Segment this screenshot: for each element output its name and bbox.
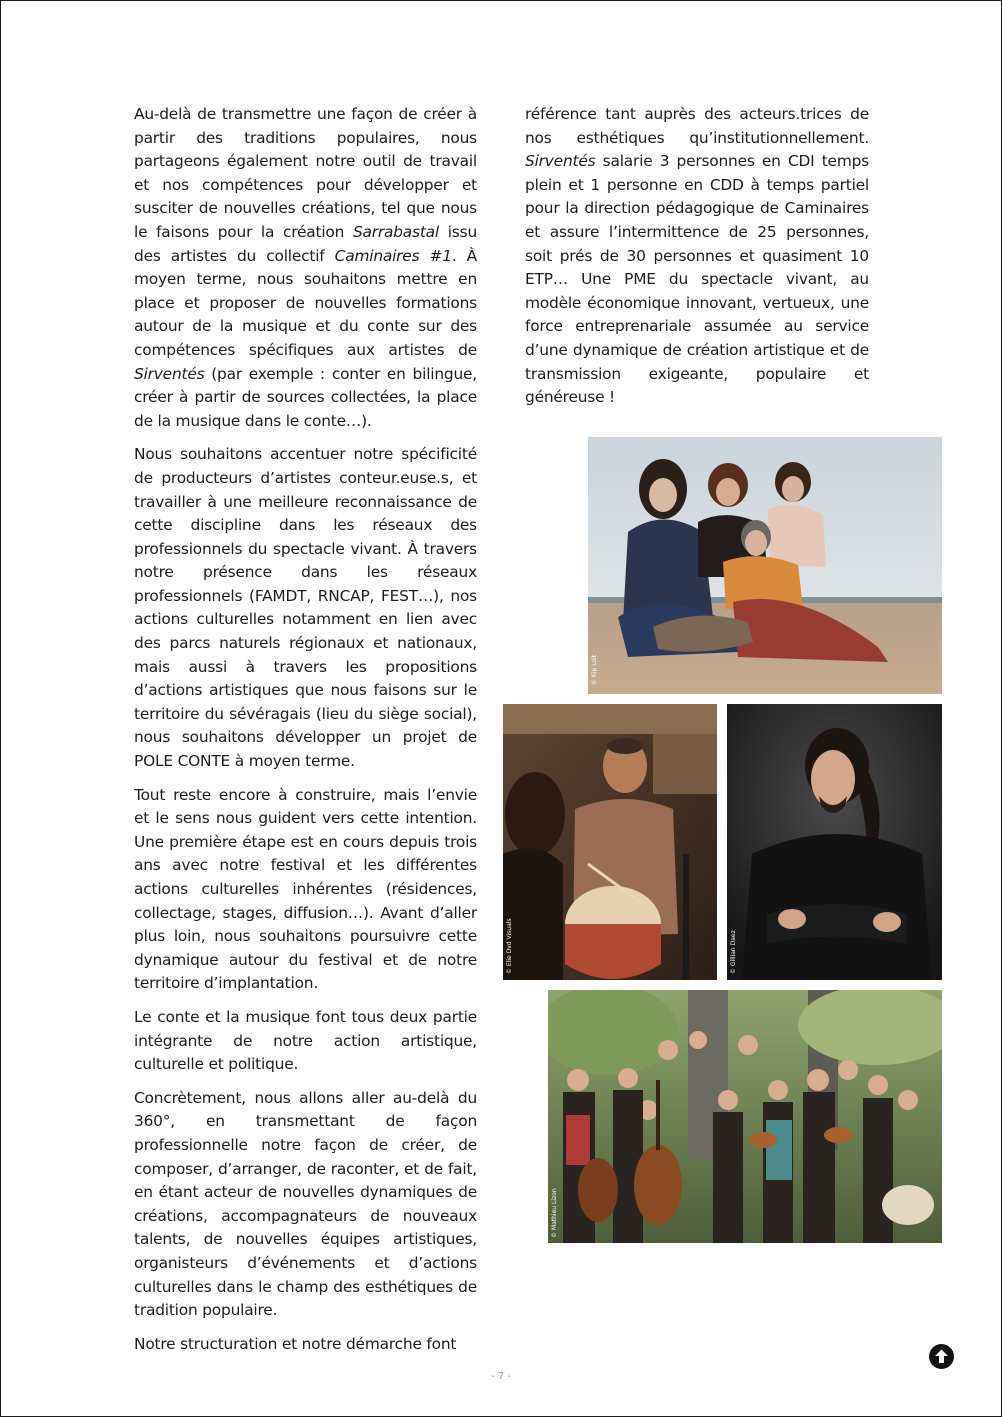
photo-orchestra-forest <box>548 990 942 1243</box>
left-paragraph-3: Tout reste encore à construire, mais l’envie et le sens nous guident vers cette intention. Une première étape est en cours depuis trois ans avec notre festival et les différentes actions culturelles inhérentes (résidences, collectage, stages, diffusion…). Avant d’aller plus loin, nous souhaitons poursuivre cette dynamique autour du festival et de notre territoire d’implantation. <box>134 785 477 993</box>
arrow-up-circle-icon <box>929 1344 954 1369</box>
photo4-credit: © Mathieu Lizon <box>551 1188 558 1238</box>
emphasis-sirventes-right: Sirventés <box>525 152 596 171</box>
emphasis-sirventes: Sirventés <box>134 364 205 383</box>
left-paragraph-1: Au-delà de transmettre une façon de créer à partir des traditions populaires, nous partageons également notre outil de travail et nos compétences pour développer et susciter de nouvelles créations, tel que nous le faisons pour la création Sarrabastal issu des artistes du collectif Caminaires #1. À moyen terme, nous souhaitons mettre en place et proposer de nouvelles formations autour de la musique et du conte sur des compétences spécifiques aux artistes de Sirventés (par exemple : conter en bilingue, créer à partir de sources collectées, la place de la musique dans le conte…). <box>134 105 477 430</box>
left-paragraph-6: Notre structuration et notre démarche font <box>134 1334 457 1353</box>
page-number: - 7 - <box>491 1371 511 1382</box>
left-paragraph-2: Nous souhaitons accentuer notre spécificité de producteurs d’artistes conteur.euse.s, et travailler à une meilleure reconnaissance de cette discipline dans les réseaux des professionnels du spectacle vivant. À travers notre présence dans les réseaux professionnels (FAMDT, RNCAP, FEST…), nos actions culturelles notamment en lien avec des parcs naturels régionaux et nationaux, mais aussi à travers les propositions d’actions artistiques que nous faisons sur le territoire du sévéragais (lieu du siège social), nous souhaitons développer un projet de POLE CONTE à moyen terme. <box>134 445 477 771</box>
photo-women-beach <box>588 437 942 694</box>
left-paragraph-4: Le conte et la musique font tous deux partie intégrante de notre action artistique, culturelle et politique. <box>134 1007 477 1074</box>
photo3-credit: © Gillian Daez <box>730 930 737 974</box>
left-paragraph-5: Concrètement, nous allons aller au-delà du 360°, en transmettant de façon professionnelle notre façon de créer, de composer, d’arranger, de raconter, et de fait, en étant acteur de nouvelles dynamiques de créations, accompagnateurs de nouveaux talents, de nouvelles équipes artistiques, organisteurs d’événements et d’actions culturelles dans le champ des esthétiques de tradition populaire. <box>134 1088 477 1320</box>
photo2-credit: © Elie Dvd Visuals <box>506 918 513 974</box>
back-to-top-button[interactable] <box>929 1344 954 1369</box>
emphasis-caminaires: Caminaires #1 <box>334 246 452 265</box>
photo-drummer <box>503 704 717 980</box>
photo-man-arms-crossed <box>727 704 942 980</box>
photo1-credit: © Kip Loit <box>591 654 598 685</box>
right-text-column <box>525 103 869 410</box>
emphasis-sarrabastal: Sarrabastal <box>352 222 439 241</box>
left-text-column <box>134 103 477 1356</box>
right-paragraph-1: référence tant auprès des acteurs.trices de nos esthétiques qu’institutionnellement. Sirventés salarie 3 personnes en CDI temps plein et 1 personne en CDD à temps partiel pour la direction pédagogique de Caminaires et assure l’intermittence de 25 personnes, soit prés de 30 personnes et quasiment 10 ETP… Une PME du spectacle vivant, au modèle économique innovant, vertueux, une force entreprenariale assumée au service d’une dynamique de création artistique et de transmission exigeante, populaire et généreuse ! <box>525 105 869 407</box>
